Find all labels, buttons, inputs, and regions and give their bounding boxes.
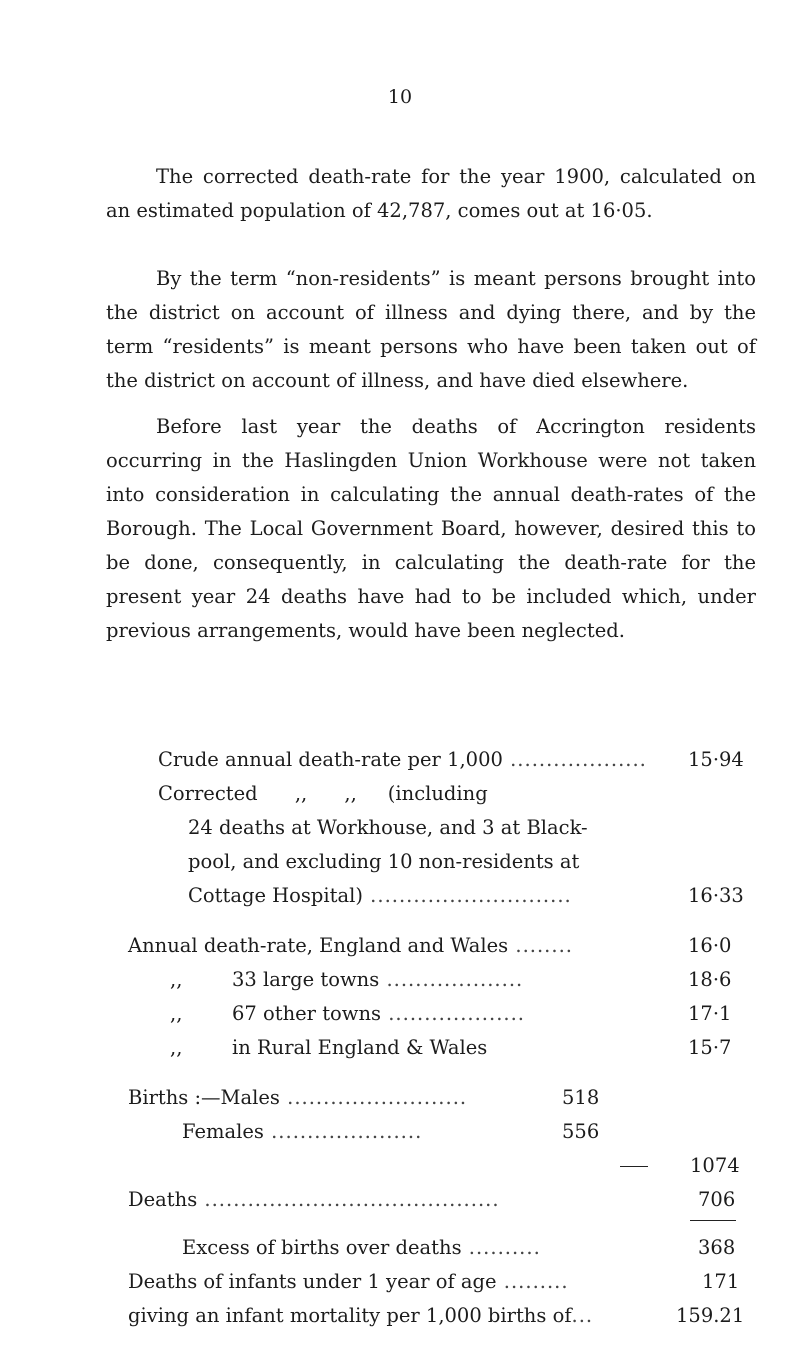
corrected-line-4: Cottage Hospital) ............................ 16·33: [188, 880, 738, 912]
corrected-line-1: Corrected ,, ,, (including: [158, 782, 488, 805]
deaths-subtotal-rule: [690, 1220, 736, 1221]
paragraph-residents-definition: By the term “non-residents” is meant persons brought into the district on account of illness and dying there, and by the term “residents” is meant persons who have been taken out of the district on account of illness, and have died elsewhere.: [106, 266, 756, 392]
annual-rate-row: ,, 67 other towns ................... 17·1: [170, 1002, 732, 1025]
deaths-row: Deaths ......................................... 706: [128, 1188, 736, 1211]
infant-mortality-row: giving an infant mortality per 1,000 births of... 159.21: [128, 1304, 745, 1327]
births-total-dash: [620, 1166, 648, 1167]
crude-rate-value: 15·94: [688, 748, 744, 771]
page-number: 10: [387, 86, 413, 108]
annual-rate-row: ,, 33 large towns ................... 18·6: [170, 968, 732, 991]
crude-rate-label: Crude annual death-rate per 1,000 ...................: [158, 748, 647, 771]
annual-rate-row: ,, in Rural England & Wales 15·7: [170, 1036, 732, 1059]
paragraph-workhouse-deaths: Before last year the deaths of Accrington residents occurring in the Haslingden Union Workhouse were not taken into consideration in calculating the annual death-rates of the Borough. The Local Government Board, however, desired this to be done, consequently, in calculating the death-rate for the present year 24 deaths have had to be included which, under previous arrangements, would have been neglected.: [106, 414, 756, 642]
births-females-row: Females ..................... 556: [182, 1120, 600, 1143]
paragraph-corrected-death-rate: The corrected death-rate for the year 1900, calculated on an estimated population of 42,787, comes out at 16·05.: [106, 164, 756, 222]
corrected-rate-value: 16·33: [688, 884, 744, 907]
excess-row: Excess of births over deaths .......... 368: [182, 1236, 736, 1259]
crude-rate-row: [158, 744, 744, 776]
infant-deaths-row: Deaths of infants under 1 year of age ......... 171: [128, 1270, 740, 1293]
annual-rate-row: Annual death-rate, England and Wales ........ 16·0: [128, 934, 732, 957]
births-males-row: Births :—Males ......................... 518: [128, 1086, 600, 1109]
